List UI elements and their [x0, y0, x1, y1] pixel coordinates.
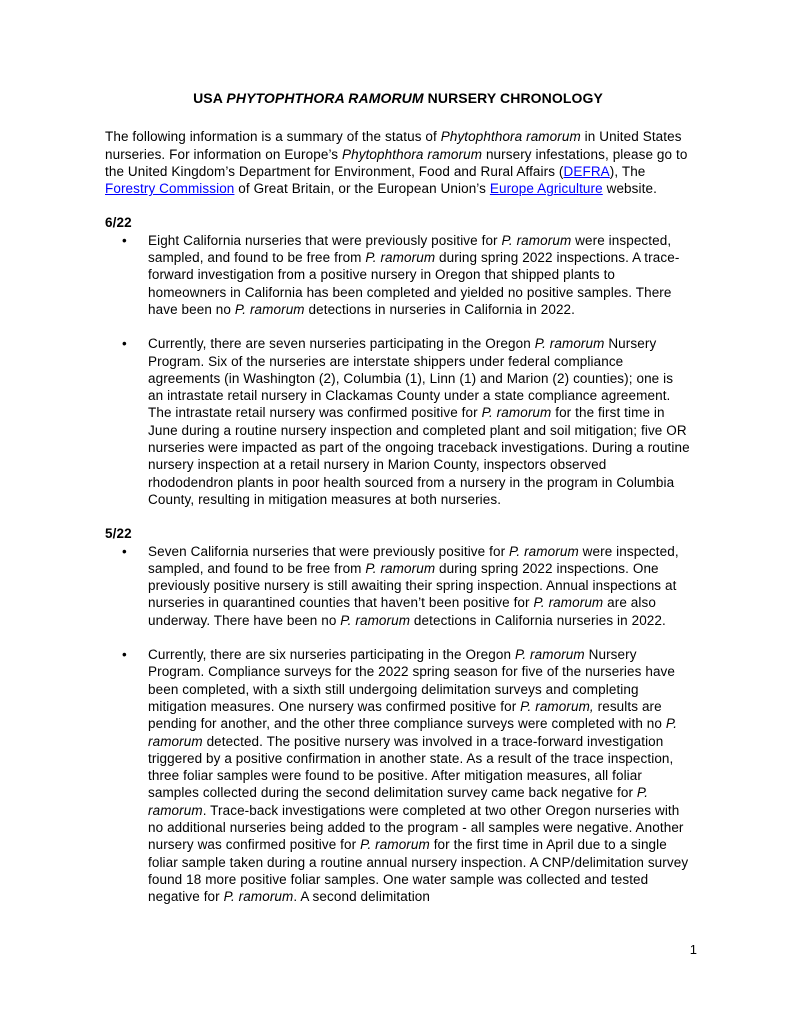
text-run: P. ramorum	[223, 889, 294, 905]
bullet-list	[105, 543, 691, 906]
text-run: P. ramorum	[365, 560, 436, 576]
bullet-icon: •	[122, 232, 127, 248]
text-run: P. ramorum	[234, 301, 305, 317]
text-run: Seven California nurseries that were previously positive for	[148, 543, 510, 559]
text-run: P. ramorum	[360, 837, 430, 853]
text-run: of Great Britain, or the European Union’s	[234, 181, 490, 197]
text-run: during spring 2022 inspections. A trace-forward investigation from a positive nursery in Oregon that shipped plants to homeowners in California has been completed and yielded no positive samples. There have been no	[148, 250, 680, 317]
text-run: are also underway. There have been no	[148, 595, 656, 628]
text-run: Eight California nurseries that were previously positive for	[148, 232, 502, 248]
text-run: for the first time in April due to a single foliar sample taken during a routine annual nursery inspection. A CNP/delimitation survey found 18 more positive foliar samples. One water sample was collected and tested negative for	[148, 837, 689, 905]
section-6-22	[105, 214, 691, 508]
text-run: P. ramorum	[365, 250, 436, 266]
bullet-icon: •	[122, 543, 127, 559]
text-run: were inspected, sampled, and found to be free from	[148, 232, 672, 266]
bullet-text	[148, 647, 688, 904]
text-run: detected. The positive nursery was involved in a trace-forward investigation triggered by a positive confirmation in another state. As a result of the trace inspection, three foliar samples were found to be positive. After mitigation measures, all foliar samples collected during the second delimitation survey came back negative for	[148, 733, 674, 801]
link-defra[interactable]: DEFRA	[563, 163, 610, 179]
section-5-22	[105, 525, 691, 905]
text-run: Nursery Program. Compliance surveys for the 2022 spring season for five of the nurseries have been completed, with a sixth still undergoing delimitation surveys and completing mitigation measures. One nursery was confirmed positive for	[148, 647, 676, 714]
text-run: P. ramorum,	[520, 698, 594, 714]
bullet-item	[105, 232, 691, 318]
text-run: P. ramorum	[534, 336, 605, 352]
text-run: PHYTOPHTHORA RAMORUM	[226, 90, 424, 106]
bullet-item	[105, 646, 691, 905]
section-heading-6-22: 6/22	[105, 215, 132, 231]
text-run: were inspected, sampled, and found to be free from	[148, 543, 679, 576]
bullet-text	[148, 544, 679, 628]
text-run: Phytophthora ramorum	[342, 146, 483, 162]
text-run: P. ramorum	[148, 785, 649, 818]
text-run: in United States nurseries. For information on Europe’s	[105, 129, 682, 162]
text-run: for the first time in June during a routine nursery inspection and completed plant and soil mitigation; five OR nurseries were impacted as part of the ongoing traceback investigations. During a routine nursery inspection at a retail nursery in Marion County, inspectors observed rhododendron plants in poor health sourced from a nursery in the program in Columbia County, resulting in mitigation measures at both nurseries.	[148, 405, 690, 507]
text-run: ), The	[609, 163, 646, 179]
text-run: Currently, there are seven nurseries participating in the Oregon	[148, 336, 535, 352]
bullet-item	[105, 543, 691, 629]
bullet-item	[105, 335, 691, 508]
link-europe-agriculture[interactable]: Europe Agriculture	[489, 181, 603, 197]
bullet-icon: •	[122, 336, 127, 352]
text-run: detections in California nurseries in 2022.	[410, 612, 666, 628]
document-title	[105, 90, 691, 107]
text-run: P. ramorum	[514, 647, 585, 663]
text-run: P. ramorum	[340, 612, 411, 628]
text-run: detections in nurseries in California in 2022.	[304, 301, 576, 317]
section-heading-5-22: 5/22	[105, 526, 132, 542]
text-run: Currently, there are six nurseries participating in the Oregon	[148, 647, 515, 663]
text-run: nursery infestations, please go to the United Kingdom’s Department for Environment, Food and Rural Affairs (	[105, 146, 688, 179]
text-run: P. ramorum	[481, 405, 552, 421]
text-run: website.	[602, 181, 657, 197]
text-run: The following information is a summary of the status of	[105, 129, 441, 145]
text-run: during spring 2022 inspections. One previously positive nursery is still awaiting their spring inspection. Annual inspections at nurseries in quarantined counties that haven’t been positive for	[148, 560, 677, 611]
bullet-icon: •	[122, 647, 127, 663]
intro-paragraph	[105, 128, 691, 197]
text-run: USA	[193, 90, 227, 106]
text-run: NURSERY CHRONOLOGY	[423, 90, 603, 106]
text-run: P. ramorum	[509, 543, 579, 559]
bullet-text	[148, 336, 690, 507]
text-run: P. ramorum	[501, 232, 572, 248]
bullet-list	[105, 232, 691, 508]
text-run: P. ramorum	[533, 595, 604, 611]
text-run: . Trace-back investigations were completed at two other Oregon nurseries with no additional nurseries being added to the program - all samples were negative. Another nursery was confirmed positive for	[148, 802, 684, 853]
text-run: results are pending for another, and the other three compliance surveys were completed with no	[148, 698, 666, 732]
text-run: Phytophthora ramorum	[440, 129, 581, 145]
link-forestry-commission[interactable]: Forestry Commission	[105, 181, 235, 197]
text-run: P. ramorum	[148, 716, 678, 749]
text-run: . A second delimitation	[293, 889, 431, 905]
page-number: 1	[689, 942, 697, 957]
bullet-text	[148, 233, 679, 317]
text-run: Nursery Program. Six of the nurseries are interstate shippers under federal compliance agreements (in Washington (2), Columbia (1), Linn (1) and Marion (2) counties); one is an intrastate retail nursery in Clackamas County under a state compliance agreement. The intrastate retail nursery was confirmed positive for	[148, 336, 674, 421]
